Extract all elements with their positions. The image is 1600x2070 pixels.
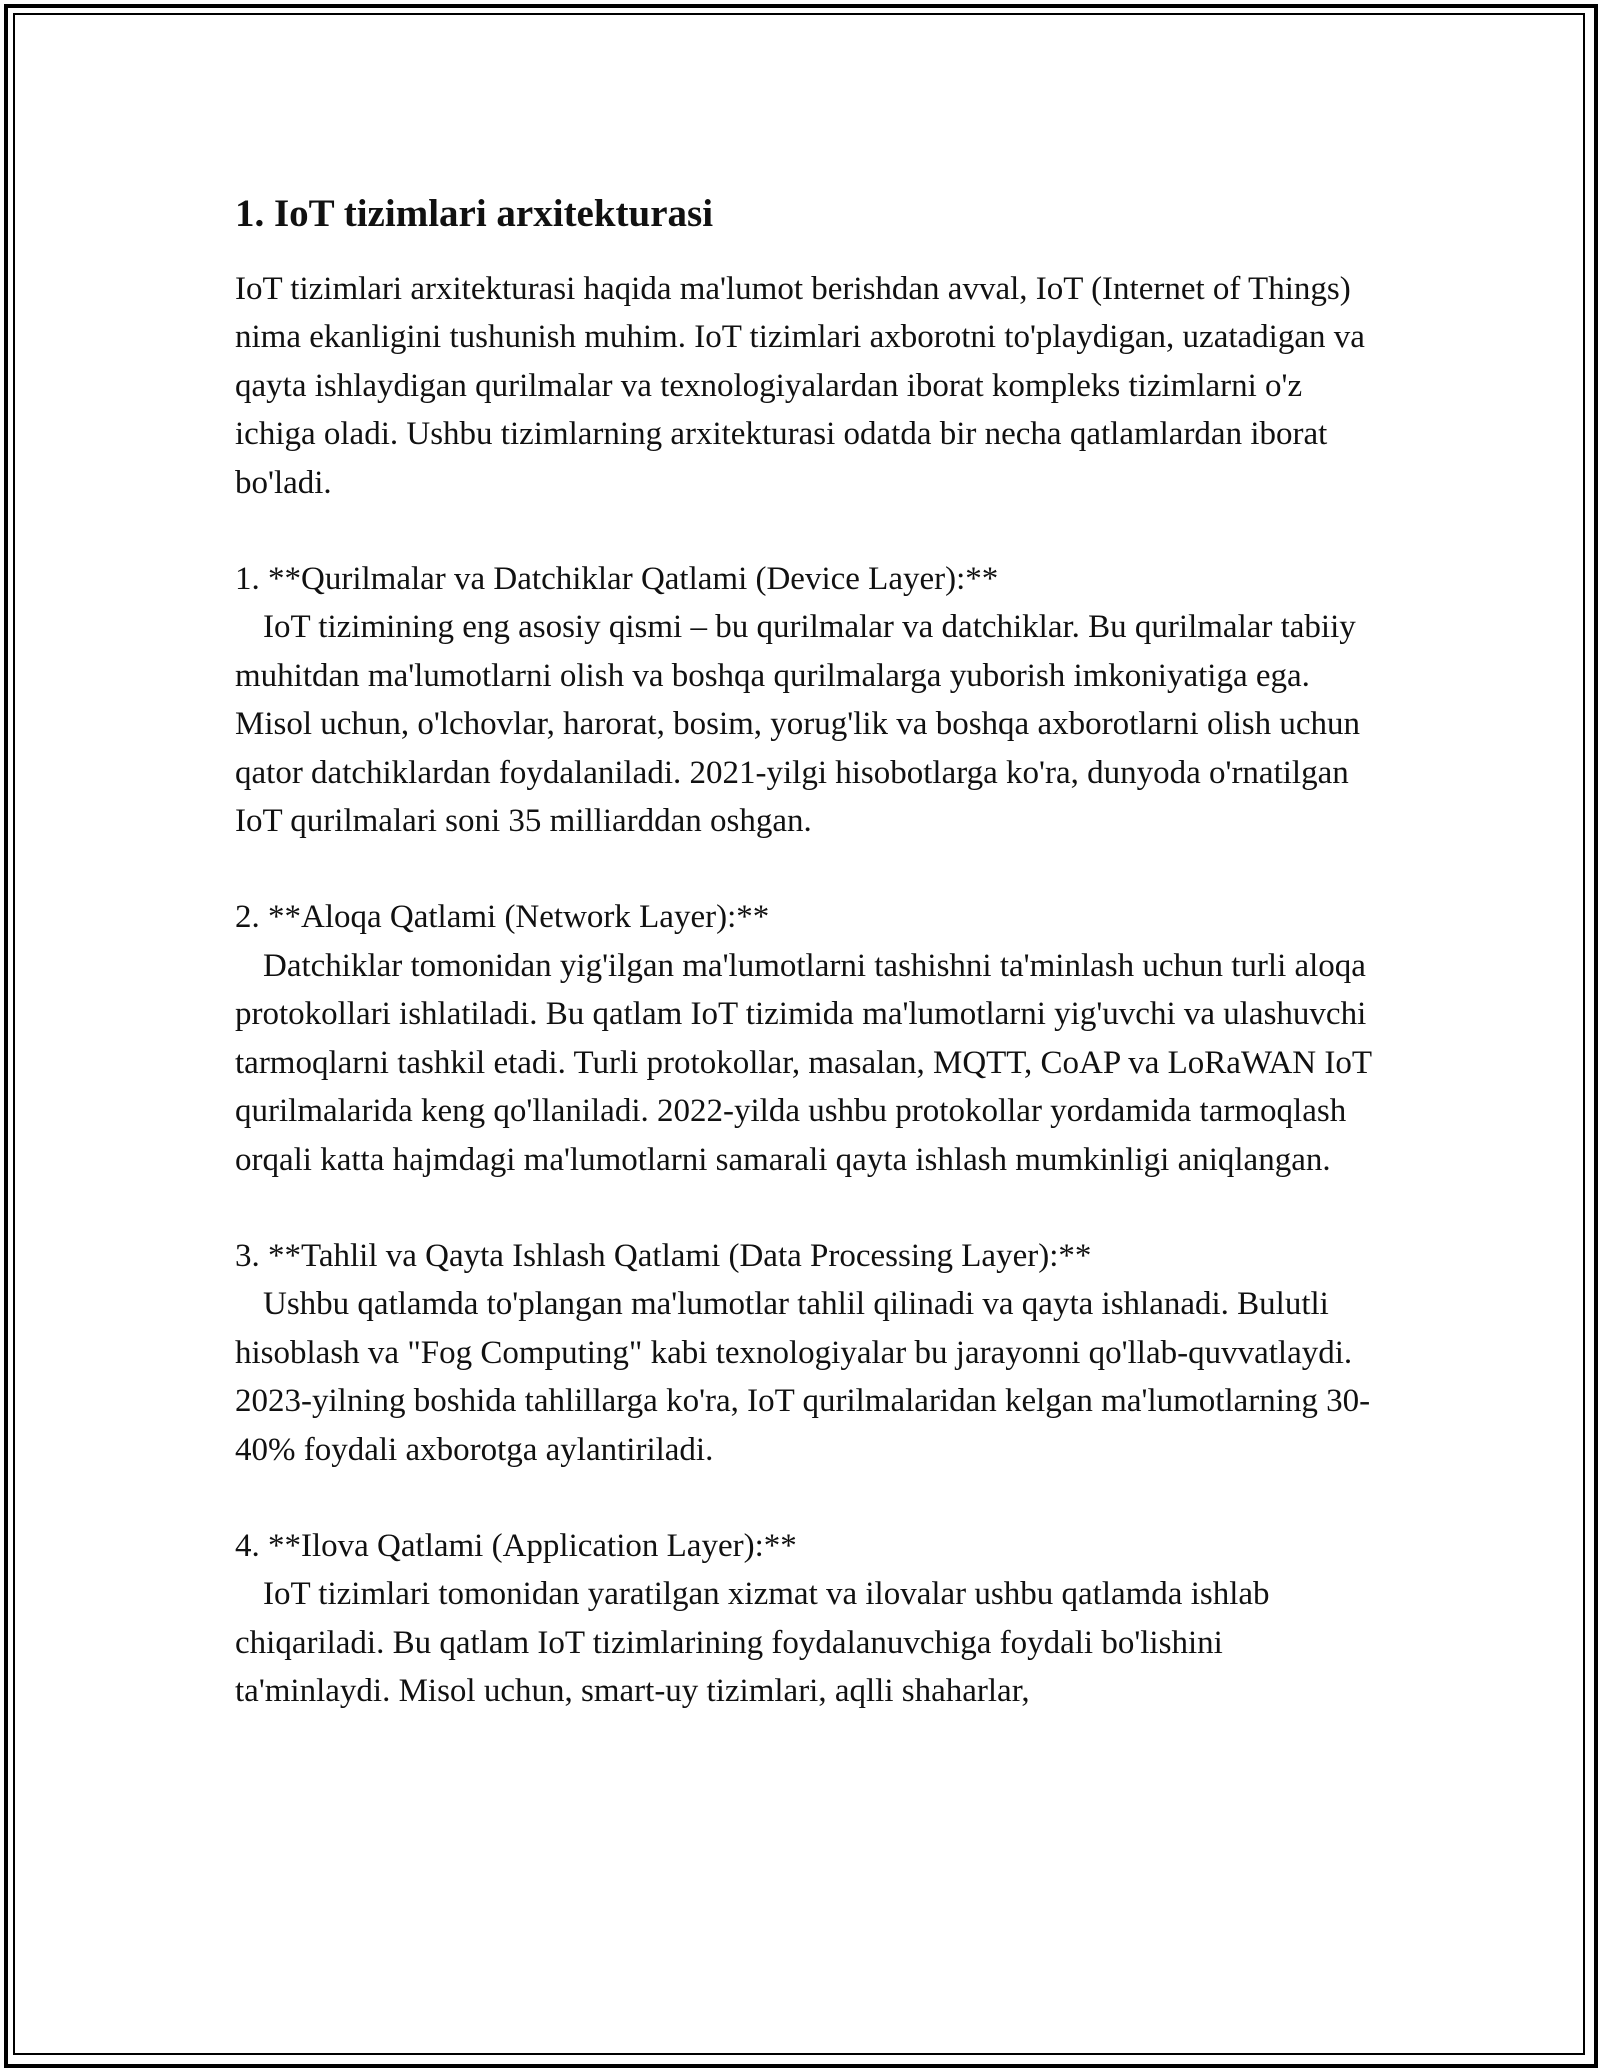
section-application-layer — [235, 1522, 1385, 1716]
section-data-processing-layer — [235, 1232, 1385, 1474]
section-heading: 4. **Ilova Qatlami (Application Layer):** — [235, 1527, 797, 1564]
section-network-layer — [235, 893, 1385, 1183]
section-heading: 2. **Aloqa Qatlami (Network Layer):** — [235, 899, 770, 936]
section-device-layer — [235, 555, 1385, 845]
document-title: 1. IoT tizimlari arxitekturasi — [235, 192, 714, 235]
section-body: Ushbu qatlamda to'plangan ma'lumotlar tahlil qilinadi va qayta ishlanadi. Bulutli hisoblash va "Fog Computing" kabi texnologiyalar bu jarayonni qo'llab-quvvatlaydi. 2023-yilning boshida tahlillarga ko'ra, IoT qurilmalaridan kelgan ma'lumotlarning 30-40% foydali axborotga aylantiriladi. — [235, 1286, 1371, 1468]
document-body — [235, 190, 1385, 1764]
section-body: IoT tizimining eng asosiy qismi – bu qurilmalar va datchiklar. Bu qurilmalar tabiiy muhitdan ma'lumotlarni olish va boshqa qurilmalarga yuborish imkoniyatiga ega. Misol uchun, o'lchovlar, harorat, bosim, yorug'lik va boshqa axborotlarni olish uchun qator datchiklardan foydalaniladi. 2021-yilgi hisobotlarga ko'ra, dunyoda o'rnatilgan IoT qurilmalari soni 35 milliarddan oshgan. — [235, 609, 1361, 840]
section-heading: 3. **Tahlil va Qayta Ishlash Qatlami (Data Processing Layer):** — [235, 1237, 1092, 1274]
section-body: IoT tizimlari tomonidan yaratilgan xizmat va ilovalar ushbu qatlamda ishlab chiqariladi. Bu qatlam IoT tizimlarining foydalanuvchiga foydali bo'lishini ta'minlaydi. Misol uchun, smart-uy tizimlari, aqlli shaharlar, — [235, 1576, 1270, 1710]
section-body: Datchiklar tomonidan yig'ilgan ma'lumotlarni tashishni ta'minlash uchun turli aloqa protokollari ishlatiladi. Bu qatlam IoT tizimida ma'lumotlarni yig'uvchi va ulashuvchi tarmoqlarni tashkil etadi. Turli protokollar, masalan, MQTT, CoAP va LoRaWAN IoT qurilmalarida keng qo'llaniladi. 2022-yilda ushbu protokollar yordamida tarmoqlash orqali katta hajmdagi ma'lumotlarni samarali qayta ishlash mumkinligi aniqlangan. — [235, 947, 1372, 1178]
intro-paragraph: IoT tizimlari arxitekturasi haqida ma'lumot berishdan avval, IoT (Internet of Things) nima ekanligini tushunish muhim. IoT tizimlari axborotni to'playdigan, uzatadigan va qayta ishlaydigan qurilmalar va texnologiyalardan iborat kompleks tizimlarni o'z ichiga oladi. Ushbu tizimlarning arxitekturasi odatda bir necha qatlamlardan iborat bo'ladi. — [235, 271, 1365, 501]
section-heading: 1. **Qurilmalar va Datchiklar Qatlami (Device Layer):** — [235, 561, 999, 598]
